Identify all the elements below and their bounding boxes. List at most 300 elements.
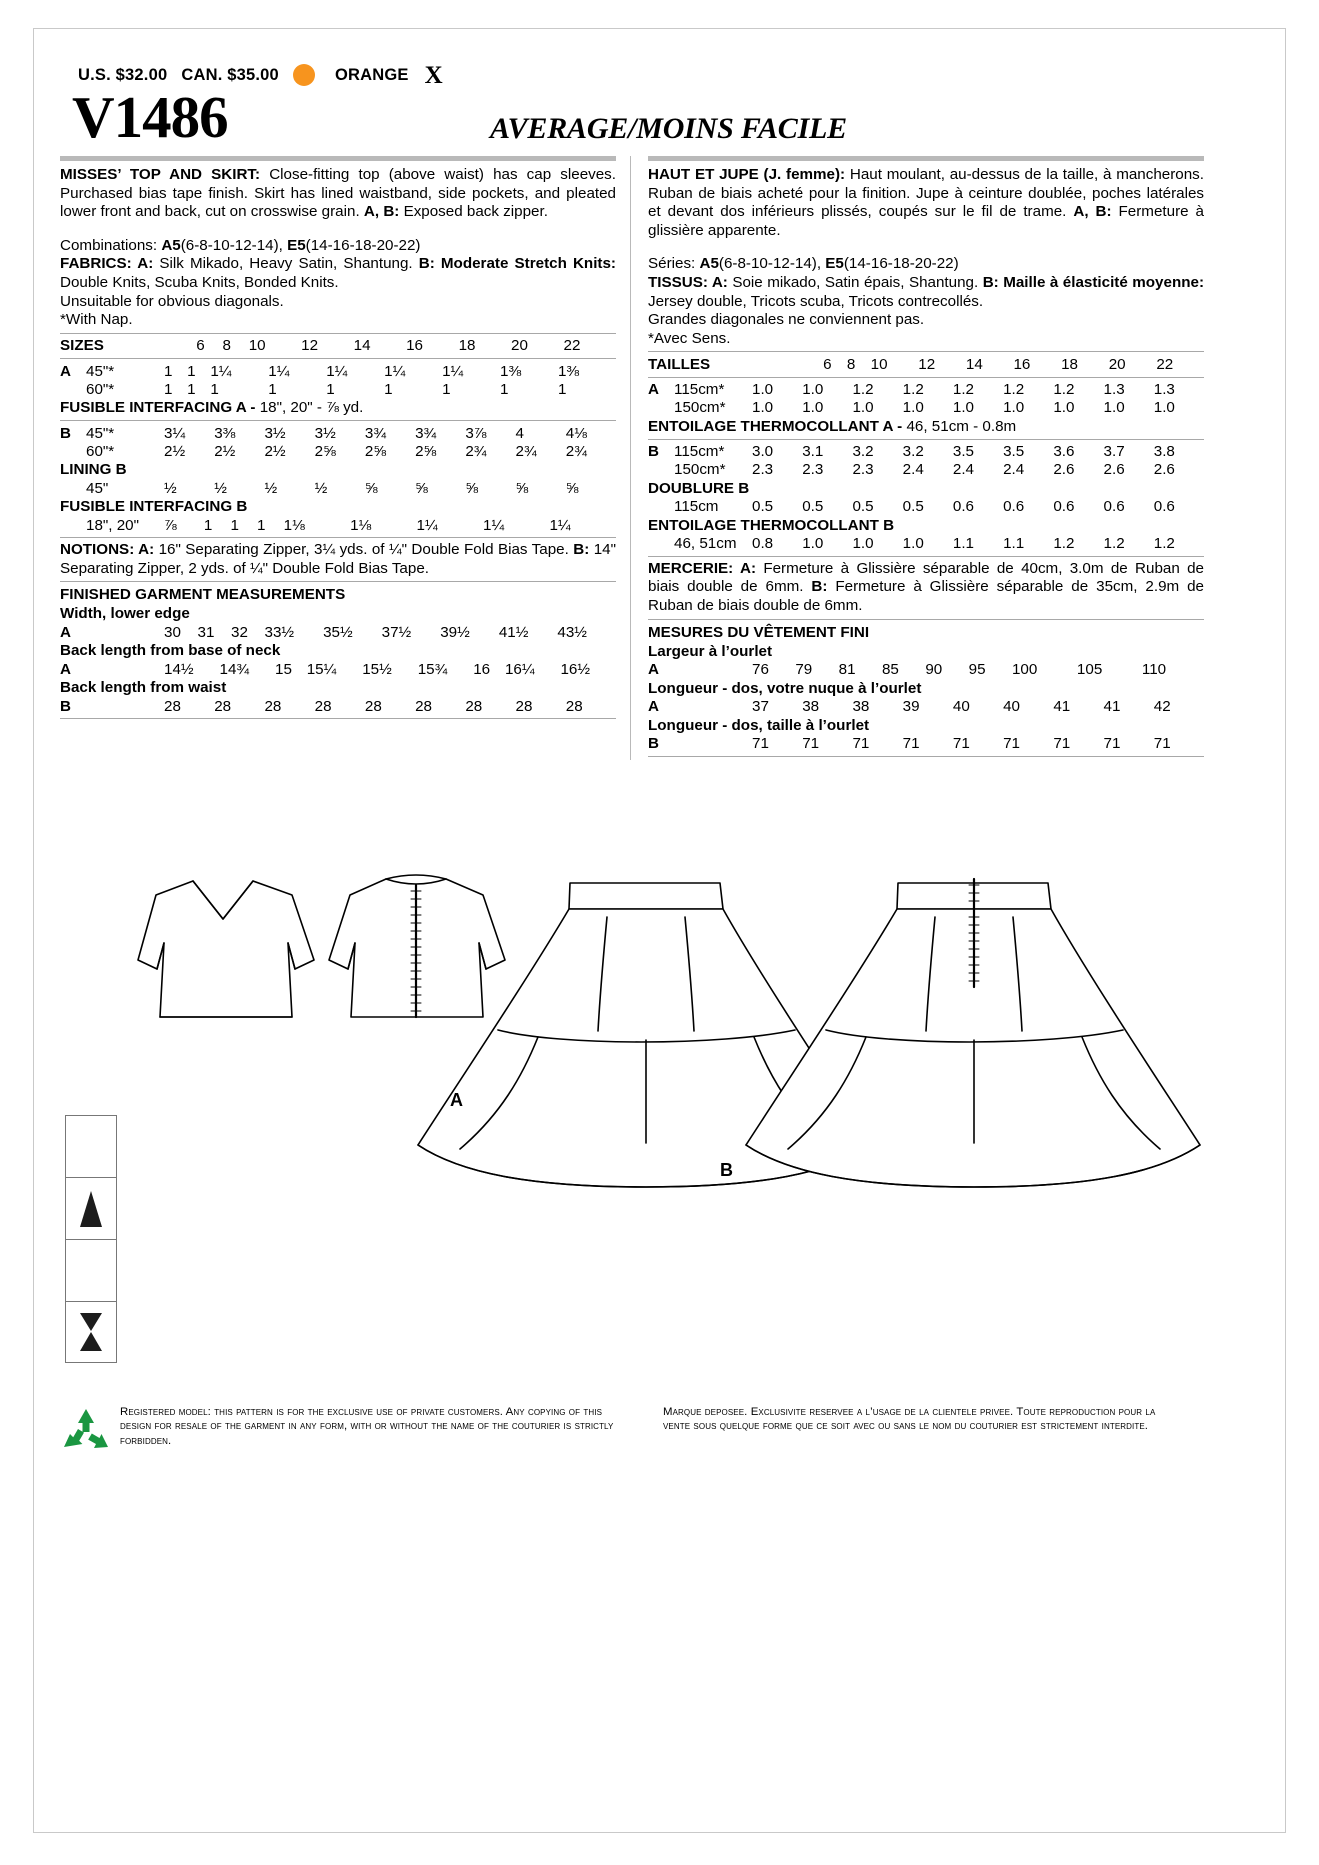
cell: 79 bbox=[795, 661, 813, 679]
cell: 30 bbox=[164, 623, 181, 641]
fgm-group-title-0: Width, lower edge bbox=[60, 605, 190, 623]
cell: 3.6 bbox=[1053, 443, 1075, 461]
fabrics-line bbox=[60, 255, 616, 292]
fgm-group-title-1: Back length from base of neck bbox=[60, 642, 281, 660]
description-tail: Exposed back zipper. bbox=[399, 203, 548, 221]
size-3: 12 bbox=[301, 337, 319, 355]
column-divider bbox=[630, 156, 631, 760]
row-view: B bbox=[60, 697, 71, 715]
row-view bbox=[648, 399, 674, 417]
cell: 15 bbox=[275, 660, 292, 678]
recycle-logo bbox=[60, 1405, 120, 1462]
symbol-key-box bbox=[65, 1115, 117, 1363]
cell: 37 bbox=[752, 698, 769, 716]
table-row bbox=[648, 535, 1204, 553]
cell: 33½ bbox=[264, 623, 295, 641]
cell: 1.0 bbox=[1003, 399, 1025, 417]
cell: 71 bbox=[1053, 735, 1071, 753]
table-row bbox=[648, 498, 1204, 516]
cell: ½ bbox=[214, 479, 227, 497]
cell: 1.0 bbox=[802, 399, 824, 417]
cell: 39½ bbox=[440, 623, 470, 641]
table-row bbox=[648, 735, 1204, 753]
fabrics-a-list: Soie mikado, Satin épais, Shantung. bbox=[727, 273, 983, 291]
combination-e5-sizes: (14-16-18-20-22) bbox=[305, 236, 421, 254]
cell: 1.0 bbox=[802, 535, 824, 553]
cell: ⅞ bbox=[164, 516, 177, 534]
cell: 38 bbox=[852, 698, 870, 716]
pattern-envelope-back bbox=[60, 60, 1259, 1447]
row-width bbox=[86, 623, 164, 641]
cell: 16¼ bbox=[504, 660, 535, 678]
combination-e5-sizes: (14-16-18-20-22) bbox=[843, 255, 959, 273]
row-view: A bbox=[60, 362, 71, 380]
fabrics-b-list: Jersey double, Tricots scuba, Tricots contrecollés. bbox=[648, 292, 984, 310]
cell: 1¼ bbox=[268, 362, 290, 380]
table-row bbox=[60, 697, 616, 715]
size-7: 20 bbox=[1108, 355, 1126, 373]
fusible-a-value: 46, 51cm - 0.8m bbox=[906, 417, 1017, 435]
english-column bbox=[60, 156, 630, 760]
skirt-b-drawing bbox=[746, 879, 1200, 1187]
fabrics-label: FABRICS: A: bbox=[60, 255, 154, 273]
cell: 1.3 bbox=[1103, 381, 1125, 399]
key-cell-triangle bbox=[65, 1177, 117, 1239]
row-width: 45"* bbox=[86, 424, 115, 442]
cell: 1.2 bbox=[1003, 381, 1025, 399]
cell: 1.0 bbox=[952, 399, 974, 417]
combinations-line bbox=[60, 237, 616, 256]
cell: 40 bbox=[952, 698, 970, 716]
combination-a5-sizes: (6-8-10-12-14), bbox=[180, 236, 288, 254]
key-cell-blank bbox=[65, 1115, 117, 1177]
cell: 1⅛ bbox=[350, 516, 372, 534]
cell: 3¾ bbox=[364, 424, 386, 442]
cell: 1.0 bbox=[752, 399, 774, 417]
cell: 28 bbox=[214, 697, 232, 715]
row-width bbox=[674, 735, 752, 753]
price-row bbox=[78, 60, 1259, 90]
cell: 3.2 bbox=[902, 443, 924, 461]
row-width: 150cm* bbox=[674, 399, 726, 417]
yardage-rows-a-french bbox=[648, 381, 1204, 417]
size-0: 6 bbox=[196, 337, 205, 355]
top-bar bbox=[648, 156, 1204, 161]
yardage-rows-a-english bbox=[60, 362, 616, 398]
fgm-table-2-french bbox=[648, 735, 1204, 753]
cell: 0.8 bbox=[752, 535, 774, 553]
cell: ⅝ bbox=[565, 479, 579, 497]
table-row bbox=[60, 660, 616, 678]
cell: 2¾ bbox=[565, 442, 587, 460]
view-label-a: A bbox=[450, 1090, 463, 1110]
cell: 2½ bbox=[164, 442, 186, 460]
cell: 28 bbox=[164, 697, 181, 715]
table-row bbox=[60, 516, 616, 534]
cell: 28 bbox=[415, 697, 432, 715]
cell: 1⅜ bbox=[500, 362, 522, 380]
top-bar bbox=[60, 156, 616, 161]
notions-line-fr bbox=[648, 560, 1204, 616]
sizes-label: SIZES bbox=[60, 337, 104, 355]
cell: 31 bbox=[197, 623, 215, 641]
cell: 1¼ bbox=[210, 362, 232, 380]
combination-a5: A5 bbox=[699, 255, 719, 273]
cell: ⅝ bbox=[515, 479, 529, 497]
cell: 42 bbox=[1153, 698, 1171, 716]
cell: 3.1 bbox=[802, 443, 824, 461]
cell: 0.5 bbox=[802, 498, 824, 516]
cell: 0.6 bbox=[1053, 498, 1075, 516]
cell: 1¼ bbox=[483, 516, 505, 534]
cell: 1.0 bbox=[802, 381, 824, 399]
finished-measurements-head: FINISHED GARMENT MEASUREMENTS bbox=[60, 586, 346, 604]
size-5: 16 bbox=[1013, 355, 1031, 373]
cell: 3.2 bbox=[852, 443, 874, 461]
lining-b-table-english bbox=[60, 479, 616, 497]
table-row bbox=[648, 661, 1204, 679]
row-width: 115cm* bbox=[674, 381, 725, 399]
row-width bbox=[86, 697, 164, 715]
cell: 1 bbox=[500, 380, 509, 398]
table-row bbox=[648, 698, 1204, 716]
table-bottom-rule bbox=[648, 756, 1204, 757]
cell: 1 bbox=[187, 380, 196, 398]
cell: 0.5 bbox=[852, 498, 874, 516]
cell: 43½ bbox=[557, 623, 587, 641]
fusible-b-head: FUSIBLE INTERFACING B bbox=[60, 498, 248, 516]
cell: 2.4 bbox=[902, 461, 924, 479]
cell: 100 bbox=[1011, 661, 1038, 679]
cell: 1.2 bbox=[902, 381, 924, 399]
top-a-front-drawing bbox=[138, 881, 314, 1017]
cell: 3⅜ bbox=[214, 424, 236, 442]
size-6: 18 bbox=[1061, 355, 1078, 373]
cell: 1.2 bbox=[1153, 535, 1175, 553]
cell: 1 bbox=[326, 380, 335, 398]
row-width: 115cm bbox=[674, 498, 719, 516]
row-view: A bbox=[648, 381, 659, 399]
cell: 0.5 bbox=[902, 498, 924, 516]
cell: 1 bbox=[210, 380, 219, 398]
unsuitable-note: Unsuitable for obvious diagonals. bbox=[60, 292, 284, 310]
fgm-table-1-english bbox=[60, 660, 616, 678]
size-4: 14 bbox=[353, 337, 371, 355]
footer bbox=[60, 1405, 1259, 1462]
description-body: Haut moulant, au-dessus de la taille, à mancherons. Ruban de biais acheté pour la finition. Jupe à ceinture doublée, poches latérales et devant dos inférieurs plissés, coupés sur le fil de trame. bbox=[648, 166, 1204, 221]
size-6: 18 bbox=[458, 337, 476, 355]
difficulty-level: AVERAGE/MOINS FACILE bbox=[490, 112, 847, 145]
combination-a5: A5 bbox=[161, 236, 181, 254]
lining-b-head-fr: DOUBLURE B bbox=[648, 479, 750, 497]
table-row bbox=[648, 461, 1204, 479]
row-view: A bbox=[60, 660, 71, 678]
cell: 3.0 bbox=[752, 443, 774, 461]
unsuitable-note-fr: Grandes diagonales ne conviennent pas. bbox=[648, 311, 925, 329]
cell: 3¼ bbox=[164, 424, 186, 442]
row-width: 60"* bbox=[86, 442, 115, 460]
cell: 2¾ bbox=[515, 442, 537, 460]
table-rule bbox=[648, 556, 1204, 557]
row-width: 45" bbox=[86, 479, 109, 497]
cell: 0.6 bbox=[1003, 498, 1025, 516]
cell: 2.3 bbox=[852, 461, 874, 479]
cell: 3½ bbox=[264, 424, 286, 442]
fusible-interfacing-a-line-fr bbox=[648, 417, 1204, 436]
view-label-b: B bbox=[720, 1160, 733, 1180]
cell: 0.6 bbox=[1153, 498, 1175, 516]
cell: 3.8 bbox=[1153, 443, 1175, 461]
cell: 71 bbox=[1153, 735, 1171, 753]
row-view bbox=[60, 516, 86, 534]
cell: 15¼ bbox=[306, 660, 337, 678]
content-columns bbox=[60, 156, 1259, 760]
cell: 1.2 bbox=[1053, 535, 1075, 553]
row-width: 60"* bbox=[86, 380, 115, 398]
cell: 1.2 bbox=[852, 381, 874, 399]
cell: 15½ bbox=[362, 660, 392, 678]
french-column bbox=[630, 156, 1204, 760]
cell: 2.3 bbox=[752, 461, 774, 479]
fgm-table-0-english bbox=[60, 623, 616, 641]
cell: 14¾ bbox=[219, 660, 250, 678]
cell: 1.0 bbox=[1103, 399, 1125, 417]
cell: 95 bbox=[968, 661, 986, 679]
cell: 1.0 bbox=[902, 535, 924, 553]
copyright-french: Marque deposee. Exclusivite reservee a l’usage de la clientele privee. Toute reproduction pour la vente sous quelque forme que ce soit avec ou sans le nom du couturier est strictement interdite. bbox=[663, 1406, 1156, 1433]
lining-b-table-french bbox=[648, 498, 1204, 516]
cell: ⅝ bbox=[465, 479, 478, 497]
row-width bbox=[674, 661, 752, 679]
cell: 1 bbox=[257, 516, 266, 534]
cell: 0.6 bbox=[1103, 498, 1125, 516]
cell: 14½ bbox=[164, 660, 194, 678]
cell: 41 bbox=[1103, 698, 1121, 716]
cell: 39 bbox=[902, 698, 920, 716]
combination-a5-sizes: (6-8-10-12-14), bbox=[718, 255, 826, 273]
cell: 1¼ bbox=[416, 516, 438, 534]
lining-b-head: LINING B bbox=[60, 461, 127, 479]
cell: 71 bbox=[802, 735, 820, 753]
fgm-table-1-french bbox=[648, 698, 1204, 716]
cell: 2⅝ bbox=[364, 442, 386, 460]
cell: 1.0 bbox=[752, 381, 774, 399]
color-name: ORANGE bbox=[334, 65, 409, 84]
combinations-label: Séries: bbox=[648, 255, 700, 273]
table-row bbox=[648, 399, 1204, 417]
cell: 28 bbox=[364, 697, 382, 715]
cell: 1⅛ bbox=[283, 516, 305, 534]
cell: 1.1 bbox=[952, 535, 974, 553]
row-width: 115cm* bbox=[674, 443, 725, 461]
cell: 4 bbox=[515, 424, 524, 442]
combination-e5: E5 bbox=[287, 236, 306, 254]
row-view: A bbox=[648, 661, 659, 679]
copyright-english: Registered model: this pattern is for the exclusive use of private customers. Any copying of this design for resale of the garment in any form, with or without the name of the couturier is strictly forbidden. bbox=[120, 1406, 614, 1447]
description-title: MISSES’ TOP AND SKIRT: bbox=[60, 166, 261, 183]
row-width bbox=[674, 698, 752, 716]
cell: 2⅝ bbox=[415, 442, 437, 460]
cell: 28 bbox=[565, 697, 583, 715]
cell: 1 bbox=[442, 380, 451, 398]
size-5: 16 bbox=[406, 337, 423, 355]
notions-label: NOTIONS: A: bbox=[60, 541, 155, 559]
cell: 2½ bbox=[264, 442, 286, 460]
cell: 1¼ bbox=[442, 362, 464, 380]
table-rule bbox=[60, 420, 616, 421]
row-width: 45"* bbox=[86, 362, 115, 380]
fgm-group-title-2-fr: Longueur - dos, taille à l’ourlet bbox=[648, 716, 870, 734]
cell: 71 bbox=[752, 735, 769, 753]
us-price: U.S. $32.00 bbox=[78, 65, 168, 84]
cell: ⅝ bbox=[415, 479, 428, 497]
row-width bbox=[86, 660, 164, 678]
row-view: B bbox=[60, 424, 71, 442]
fgm-group-title-1-fr: Longueur - dos, votre nuque à l’ourlet bbox=[648, 679, 922, 697]
row-view bbox=[648, 498, 674, 516]
cell: 2⅝ bbox=[314, 442, 336, 460]
cell: 41½ bbox=[498, 623, 529, 641]
x-mark: X bbox=[424, 61, 443, 89]
row-width: 18", 20" bbox=[86, 516, 140, 534]
cell: 1¼ bbox=[326, 362, 348, 380]
fusible-a-value: 18", 20" - ⅞ yd. bbox=[259, 399, 364, 417]
yardage-rows-b-french bbox=[648, 443, 1204, 479]
garment-description-fr bbox=[648, 166, 1204, 240]
cell: 71 bbox=[952, 735, 970, 753]
table-rule bbox=[60, 581, 616, 582]
cell: 2½ bbox=[214, 442, 236, 460]
cell: 2.3 bbox=[802, 461, 824, 479]
size-0: 6 bbox=[823, 355, 832, 373]
row-view bbox=[60, 380, 86, 398]
size-2: 10 bbox=[248, 337, 266, 355]
cell: 1 bbox=[268, 380, 277, 398]
cell: ½ bbox=[264, 479, 278, 497]
title-row bbox=[60, 84, 1259, 150]
table-row bbox=[648, 355, 1204, 374]
cell: 71 bbox=[852, 735, 870, 753]
table-row bbox=[648, 443, 1204, 461]
notions-b: Fermeture à Glissière séparable de 35cm, 2.9m de Ruban de biais double de 6mm. bbox=[648, 578, 1204, 615]
row-width: 46, 51cm bbox=[674, 535, 737, 553]
key-cell-hourglass bbox=[65, 1301, 117, 1363]
cell: 1.0 bbox=[1153, 399, 1175, 417]
table-row bbox=[60, 362, 616, 380]
cell: 3.5 bbox=[952, 443, 974, 461]
cell: 1 bbox=[187, 362, 196, 380]
row-view: A bbox=[60, 623, 71, 641]
notions-b-label: B: bbox=[573, 541, 590, 559]
table-rule bbox=[648, 619, 1204, 620]
combination-e5: E5 bbox=[825, 255, 844, 273]
cell: 2.6 bbox=[1153, 461, 1175, 479]
cell: 1 bbox=[203, 516, 213, 534]
size-1: 8 bbox=[846, 355, 856, 373]
cell: 2.6 bbox=[1053, 461, 1075, 479]
yardage-rows-b-english bbox=[60, 424, 616, 460]
cell: 1 bbox=[557, 380, 567, 398]
notions-a: Fermeture à Glissière séparable de 40cm, 3.0m de Ruban de biais double de 6mm. bbox=[648, 559, 1204, 596]
cell: 28 bbox=[465, 697, 483, 715]
row-view: B bbox=[648, 443, 659, 461]
top-a-back-drawing bbox=[329, 875, 505, 1017]
cell: 32 bbox=[231, 623, 248, 641]
cell: 1.1 bbox=[1003, 535, 1025, 553]
size-2: 10 bbox=[870, 355, 888, 373]
description-body: Close-fitting top (above waist) has cap sleeves. Purchased bias tape finish. Skirt has lined waistband, side pockets, and pleated lower front and back, cut on crosswise grain. bbox=[60, 166, 616, 221]
cell: 110 bbox=[1141, 661, 1167, 679]
cell: 3¾ bbox=[415, 424, 437, 442]
description-title: HAUT ET JUPE (J. femme): bbox=[648, 166, 846, 183]
yardage-table-french bbox=[648, 355, 1204, 374]
fabrics-line-fr bbox=[648, 274, 1204, 311]
cell: 1.0 bbox=[852, 535, 874, 553]
description-tail: Fermeture à glissière apparente. bbox=[648, 203, 1204, 239]
fgm-group-title-2: Back length from waist bbox=[60, 679, 227, 697]
notions-b: 14" Separating Zipper, 2 yds. of ¼" Double Fold Bias Tape. bbox=[60, 541, 616, 577]
fgm-group-title-0-fr: Largeur à l’ourlet bbox=[648, 642, 773, 660]
fusible-a-label: ENTOILAGE THERMOCOLLANT A - bbox=[648, 417, 907, 435]
cell: 90 bbox=[925, 661, 943, 679]
nap-note-fr: *Avec Sens. bbox=[648, 329, 731, 347]
cell: 3.5 bbox=[1003, 443, 1025, 461]
cell: 28 bbox=[515, 697, 533, 715]
row-view: B bbox=[648, 735, 659, 753]
row-width: 150cm* bbox=[674, 461, 726, 479]
cell: 1 bbox=[164, 362, 173, 380]
row-view: A bbox=[648, 698, 659, 716]
size-8: 22 bbox=[1156, 355, 1174, 373]
fabrics-b-label: B: Maille à élasticité moyenne: bbox=[982, 273, 1205, 291]
fabrics-b-list: Double Knits, Scuba Knits, Bonded Knits. bbox=[60, 273, 339, 291]
page-title: V1486 bbox=[72, 84, 228, 150]
table-row bbox=[60, 424, 616, 442]
cell: 28 bbox=[314, 697, 332, 715]
cell: ½ bbox=[314, 479, 328, 497]
cell: 41 bbox=[1053, 698, 1071, 716]
fabrics-a-list: Silk Mikado, Heavy Satin, Shantung. bbox=[153, 255, 419, 273]
table-row bbox=[60, 442, 616, 460]
description-views: A, B: bbox=[363, 203, 400, 221]
combinations-line-fr bbox=[648, 255, 1204, 274]
table-top-rule bbox=[648, 351, 1204, 352]
table-row bbox=[60, 623, 616, 641]
fusible-b-head-fr: ENTOILAGE THERMOCOLLANT B bbox=[648, 516, 895, 534]
cell: 1 bbox=[230, 516, 239, 534]
size-8: 22 bbox=[563, 337, 581, 355]
cell: 2.4 bbox=[1003, 461, 1025, 479]
size-1: 8 bbox=[222, 337, 231, 355]
color-swatch-icon bbox=[293, 64, 315, 86]
fabrics-label: TISSUS: A: bbox=[648, 273, 728, 291]
row-view bbox=[60, 479, 86, 497]
hourglass-icon bbox=[76, 1310, 106, 1354]
cell: 76 bbox=[752, 661, 769, 679]
sizes-label: TAILLES bbox=[648, 355, 711, 373]
cell: 1 bbox=[164, 380, 173, 398]
row-view bbox=[648, 461, 674, 479]
fabrics-b-label: B: Moderate Stretch Knits: bbox=[418, 255, 616, 273]
cell: 1.0 bbox=[902, 399, 924, 417]
table-rule bbox=[648, 439, 1204, 440]
nap-note: *With Nap. bbox=[60, 311, 133, 329]
cell: 2.6 bbox=[1103, 461, 1125, 479]
yardage-table-english bbox=[60, 337, 616, 356]
cell: 16½ bbox=[560, 660, 591, 678]
cell: 15¾ bbox=[417, 660, 448, 678]
fgm-table-0-french bbox=[648, 661, 1204, 679]
